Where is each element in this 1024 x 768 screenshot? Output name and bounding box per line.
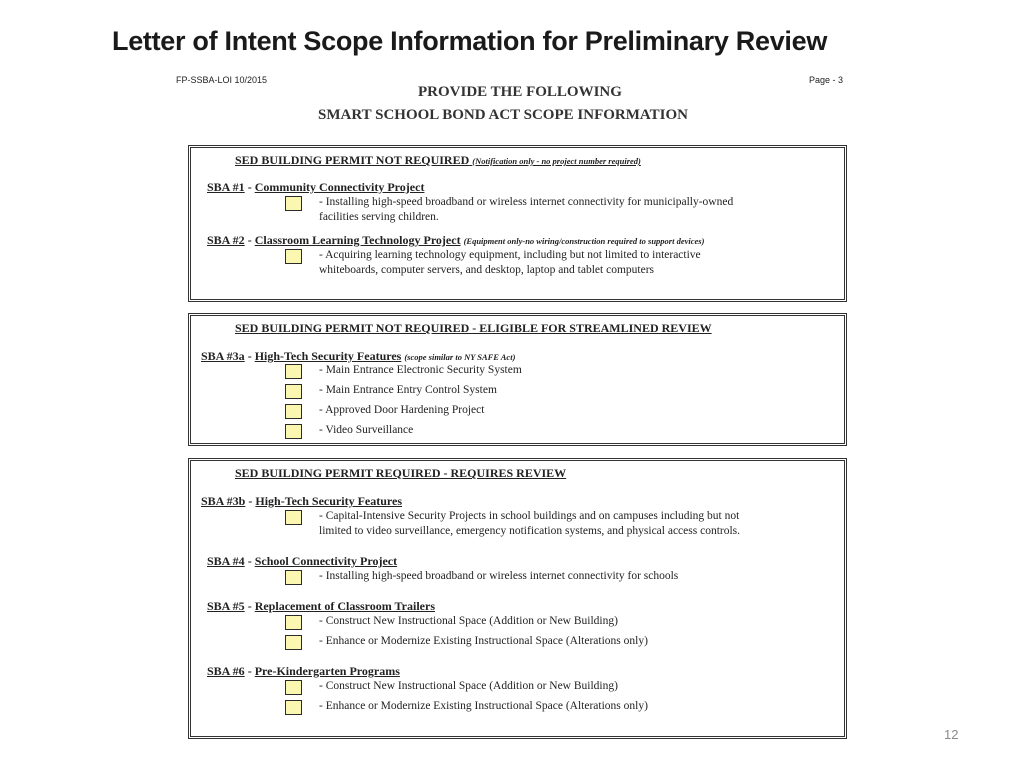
sba-5-checkbox-new-space[interactable] <box>285 615 302 630</box>
form-code: FP-SSBA-LOI 10/2015 <box>176 75 268 85</box>
slide-number: 12 <box>944 727 959 742</box>
sba-3a-checkbox-entry-control[interactable] <box>285 384 302 399</box>
sba-5-label: SBA #5 - Replacement of Classroom Trailers <box>207 599 435 613</box>
sba-3a-option: - Main Entrance Electronic Security System <box>319 364 522 376</box>
sba-6-option: - Construct New Instructional Space (Addition or New Building) <box>319 680 618 692</box>
sba-3a-option: - Video Surveillance <box>319 424 414 436</box>
form-subheading: SMART SCHOOL BOND ACT SCOPE INFORMATION <box>318 107 688 123</box>
sba-3b-checkbox[interactable] <box>285 510 302 525</box>
sba-6-checkbox-modernize[interactable] <box>285 700 302 715</box>
sba-5-option: - Enhance or Modernize Existing Instructional Space (Alterations only) <box>319 635 648 647</box>
sba-3a-label: SBA #3a - High-Tech Security Features (scope similar to NY SAFE Act) <box>201 349 516 363</box>
sba-3a-checkbox-door-hardening[interactable] <box>285 404 302 419</box>
sba-6-label: SBA #6 - Pre-Kindergarten Programs <box>207 664 400 678</box>
sba-3a-option: - Approved Door Hardening Project <box>319 404 485 416</box>
section-title: SED BUILDING PERMIT NOT REQUIRED - ELIGIBLE FOR STREAMLINED REVIEW <box>235 321 712 335</box>
sba-1-option: - Installing high-speed broadband or wireless internet connectivity for municipally-owned facilities serving children. <box>319 196 734 223</box>
sba-4-checkbox[interactable] <box>285 570 302 585</box>
section-title: SED BUILDING PERMIT REQUIRED - REQUIRES REVIEW <box>235 466 567 480</box>
sba-3b-label: SBA #3b - High-Tech Security Features <box>201 494 403 508</box>
form-page-number: Page - 3 <box>809 75 844 85</box>
sba-3a-option: - Main Entrance Entry Control System <box>319 384 497 396</box>
sba-3b-option: - Capital-Intensive Security Projects in school buildings and on campuses including but not limited to video surveillance, emergency notification systems, and physical access controls. <box>319 510 741 537</box>
sba-4-option: - Installing high-speed broadband or wireless internet connectivity for schools <box>319 570 679 582</box>
section-title: SED BUILDING PERMIT NOT REQUIRED (Notification only - no project number required) <box>235 153 641 167</box>
sba-2-option: - Acquiring learning technology equipment, including but not limited to interactive whiteboards, computer servers, and desktop, laptop and tablet computers <box>319 249 701 276</box>
sba-6-option: - Enhance or Modernize Existing Instructional Space (Alterations only) <box>319 700 648 712</box>
sba-1-checkbox[interactable] <box>285 196 302 211</box>
form-heading: PROVIDE THE FOLLOWING <box>418 84 622 100</box>
section-permit-required <box>188 458 847 739</box>
sba-1-label: SBA #1 - Community Connectivity Project <box>207 180 425 194</box>
sba-6-checkbox-new-space[interactable] <box>285 680 302 695</box>
sba-3a-checkbox-video-surveillance[interactable] <box>285 424 302 439</box>
sba-5-option: - Construct New Instructional Space (Addition or New Building) <box>319 615 618 627</box>
sba-5-checkbox-modernize[interactable] <box>285 635 302 650</box>
sba-2-label: SBA #2 - Classroom Learning Technology Project (Equipment only-no wiring/construction required to support devices) <box>207 233 705 247</box>
section-permit-not-required <box>188 145 847 302</box>
sba-3a-checkbox-entrance-security[interactable] <box>285 364 302 379</box>
section-streamlined-review <box>188 313 847 446</box>
section-note: (Notification only - no project number required) <box>472 156 641 166</box>
sba-2-checkbox[interactable] <box>285 249 302 264</box>
slide-title: Letter of Intent Scope Information for Preliminary Review <box>112 26 828 56</box>
sba-4-label: SBA #4 - School Connectivity Project <box>207 554 398 568</box>
